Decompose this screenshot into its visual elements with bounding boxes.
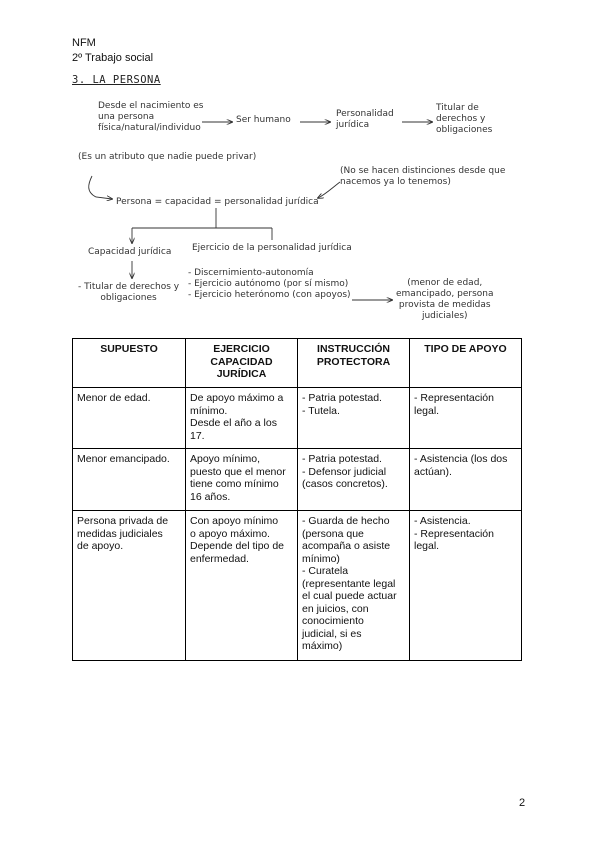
arrow-from-note — [318, 182, 340, 198]
table-cell: Menor de edad. — [73, 388, 186, 449]
page-number: 2 — [519, 797, 526, 809]
table-cell: Apoyo mínimo, puesto que el menor tiene como mínimo 16 años. — [186, 449, 298, 511]
section-title: 3. LA PERSONA — [72, 74, 161, 86]
header-course: 2º Trabajo social — [72, 52, 154, 64]
table-header-row — [73, 339, 522, 388]
table-cell: De apoyo máximo a mínimo. Desde el año a los 17. — [186, 388, 298, 449]
titular-bottom-label: - Titular de derechos y obligaciones — [78, 282, 180, 303]
table-cell: - Representación legal. — [410, 388, 522, 449]
table-row — [73, 449, 522, 511]
table-cell: - Asistencia. - Representación legal. — [410, 511, 522, 661]
heteronomo-note: (menor de edad, emancipado, persona provista de medidas judiciales) — [396, 278, 494, 321]
ejercicio-label: Ejercicio de la personalidad jurídica — [192, 243, 352, 253]
personalidad-label: Personalidad jurídica — [336, 109, 394, 130]
table-cell: Con apoyo mínimo o apoyo máximo. Depende del tipo de enfermedad. — [186, 511, 298, 661]
titular-top-label: Titular de derechos y obligaciones — [436, 103, 493, 135]
curved-arrow-to-equation — [89, 176, 112, 199]
header-author: NFM — [72, 37, 96, 49]
header-ejercicio: EJERCICIO CAPACIDAD JURÍDICA — [186, 339, 298, 388]
ejercicio-list: - Discernimiento-autonomía - Ejercicio autónomo (por sí mismo) - Ejercicio heterónomo (con apoyos) — [188, 268, 351, 300]
header-instruccion: INSTRUCCIÓN PROTECTORA — [298, 339, 410, 388]
table-row — [73, 511, 522, 661]
equation-label: Persona = capacidad = personalidad jurídica — [116, 197, 319, 207]
table-cell: - Guarda de hecho (persona que acompaña o asiste mínimo) - Curatela (representante legal el cual puede actuar en juicios, con conocimiento judicial, si es máximo) — [298, 511, 410, 661]
header-supuesto: SUPUESTO — [73, 339, 186, 388]
table-cell: Menor emancipado. — [73, 449, 186, 511]
table-row — [73, 388, 522, 449]
table-cell: - Asistencia (los dos actúan). — [410, 449, 522, 511]
no-distinctions-note: (No se hacen distinciones desde que nacemos ya lo tenemos) — [340, 166, 506, 187]
supuestos-table — [72, 338, 522, 661]
capacidad-label: Capacidad jurídica — [88, 247, 172, 257]
table-cell: Persona privada de medidas judiciales de apoyo. — [73, 511, 186, 661]
table-cell: - Patria potestad. - Defensor judicial (casos concretos). — [298, 449, 410, 511]
header-tipo-apoyo: TIPO DE APOYO — [410, 339, 522, 388]
attribute-note: (Es un atributo que nadie puede privar) — [78, 152, 257, 162]
table-cell: - Patria potestad. - Tutela. — [298, 388, 410, 449]
origin-note: Desde el nacimiento es una persona física/natural/individuo — [98, 101, 204, 133]
ser-humano-label: Ser humano — [236, 115, 291, 125]
